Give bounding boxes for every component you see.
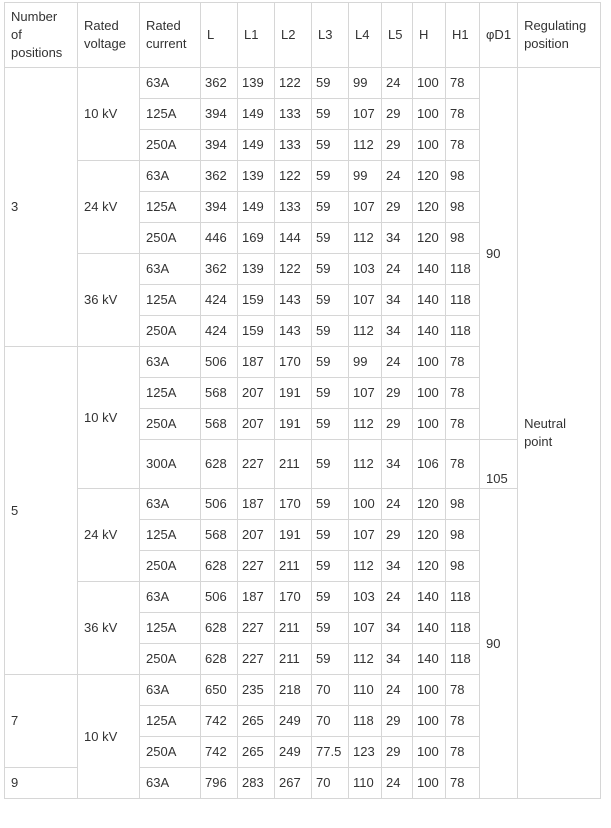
dim-L4-cell: 110	[349, 768, 382, 799]
dimensions-table	[4, 2, 601, 799]
dim-H-cell: 140	[413, 316, 446, 347]
header-L3: L3	[312, 3, 349, 68]
dim-L4-cell: 112	[349, 316, 382, 347]
dim-L-cell: 742	[201, 737, 238, 768]
dim-L5-cell: 34	[382, 440, 413, 489]
dim-L1-cell: 149	[238, 192, 275, 223]
header-L4: L4	[349, 3, 382, 68]
dim-H-cell: 100	[413, 768, 446, 799]
dim-L3-cell: 59	[312, 378, 349, 409]
dim-L3-cell: 59	[312, 192, 349, 223]
dim-L5-cell: 29	[382, 130, 413, 161]
dim-L4-cell: 112	[349, 409, 382, 440]
dim-H-cell: 100	[413, 737, 446, 768]
dim-L4-cell: 118	[349, 706, 382, 737]
dim-H-cell: 140	[413, 644, 446, 675]
current-cell: 250A	[140, 644, 201, 675]
dim-L3-cell: 59	[312, 99, 349, 130]
dim-L5-cell: 24	[382, 254, 413, 285]
dim-L1-cell: 159	[238, 285, 275, 316]
dim-L1-cell: 187	[238, 489, 275, 520]
dim-H1-cell: 78	[446, 99, 480, 130]
dim-L5-cell: 34	[382, 644, 413, 675]
current-cell: 63A	[140, 582, 201, 613]
dim-L3-cell: 59	[312, 613, 349, 644]
dim-L5-cell: 24	[382, 489, 413, 520]
dim-L-cell: 568	[201, 409, 238, 440]
current-cell: 125A	[140, 192, 201, 223]
dim-L1-cell: 139	[238, 161, 275, 192]
dim-L1-cell: 227	[238, 613, 275, 644]
dim-L-cell: 394	[201, 130, 238, 161]
dim-L3-cell: 77.5	[312, 737, 349, 768]
header-H: H	[413, 3, 446, 68]
dim-L3-cell: 59	[312, 520, 349, 551]
dim-L5-cell: 34	[382, 551, 413, 582]
dim-L5-cell: 24	[382, 68, 413, 99]
dim-L3-cell: 70	[312, 768, 349, 799]
dim-L1-cell: 265	[238, 706, 275, 737]
dim-L5-cell: 34	[382, 613, 413, 644]
dim-L4-cell: 99	[349, 161, 382, 192]
dim-L-cell: 742	[201, 706, 238, 737]
dim-L4-cell: 112	[349, 551, 382, 582]
current-cell: 250A	[140, 737, 201, 768]
table-row	[5, 68, 601, 99]
dim-H1-cell: 118	[446, 285, 480, 316]
dim-L4-cell: 107	[349, 285, 382, 316]
current-cell: 63A	[140, 489, 201, 520]
dim-L2-cell: 133	[275, 99, 312, 130]
dim-L-cell: 506	[201, 582, 238, 613]
dim-H-cell: 140	[413, 613, 446, 644]
dim-L3-cell: 59	[312, 285, 349, 316]
dim-H1-cell: 78	[446, 737, 480, 768]
dim-L2-cell: 170	[275, 582, 312, 613]
dim-H1-cell: 118	[446, 316, 480, 347]
dim-L3-cell: 59	[312, 161, 349, 192]
dim-L-cell: 628	[201, 644, 238, 675]
current-cell: 125A	[140, 706, 201, 737]
dim-L5-cell: 24	[382, 768, 413, 799]
dim-H1-cell: 118	[446, 613, 480, 644]
header-L1: L1	[238, 3, 275, 68]
dim-L3-cell: 59	[312, 347, 349, 378]
current-cell: 63A	[140, 161, 201, 192]
dim-H-cell: 120	[413, 551, 446, 582]
dim-L4-cell: 110	[349, 675, 382, 706]
dim-L1-cell: 227	[238, 440, 275, 489]
dim-L-cell: 628	[201, 551, 238, 582]
dim-L2-cell: 191	[275, 409, 312, 440]
dim-L-cell: 394	[201, 192, 238, 223]
dim-L-cell: 446	[201, 223, 238, 254]
header-H1: H1	[446, 3, 480, 68]
dim-L2-cell: 211	[275, 440, 312, 489]
dim-L-cell: 362	[201, 68, 238, 99]
positions-cell: 5	[5, 347, 78, 675]
phi-d1-cell: 90	[480, 489, 518, 799]
dim-L5-cell: 34	[382, 223, 413, 254]
dim-L3-cell: 70	[312, 675, 349, 706]
dim-L2-cell: 122	[275, 161, 312, 192]
dim-L1-cell: 227	[238, 644, 275, 675]
dim-L-cell: 796	[201, 768, 238, 799]
dim-L3-cell: 59	[312, 440, 349, 489]
dim-L4-cell: 107	[349, 520, 382, 551]
current-cell: 63A	[140, 768, 201, 799]
dim-L-cell: 362	[201, 161, 238, 192]
dim-H1-cell: 98	[446, 551, 480, 582]
dim-H-cell: 120	[413, 192, 446, 223]
dim-L1-cell: 139	[238, 254, 275, 285]
positions-cell: 9	[5, 768, 78, 799]
dim-L-cell: 362	[201, 254, 238, 285]
voltage-cell: 36 kV	[78, 582, 140, 675]
dim-L4-cell: 99	[349, 68, 382, 99]
dim-L2-cell: 249	[275, 737, 312, 768]
dim-H-cell: 120	[413, 489, 446, 520]
dim-L4-cell: 103	[349, 254, 382, 285]
dim-L4-cell: 112	[349, 223, 382, 254]
dim-L2-cell: 122	[275, 254, 312, 285]
dim-L1-cell: 149	[238, 130, 275, 161]
current-cell: 125A	[140, 99, 201, 130]
header-regulating: Regulating position	[518, 3, 601, 68]
voltage-cell: 10 kV	[78, 347, 140, 489]
dim-L4-cell: 107	[349, 378, 382, 409]
current-cell: 300A	[140, 440, 201, 489]
dim-H-cell: 106	[413, 440, 446, 489]
dim-L-cell: 650	[201, 675, 238, 706]
dim-L5-cell: 34	[382, 316, 413, 347]
current-cell: 125A	[140, 613, 201, 644]
dim-L2-cell: 249	[275, 706, 312, 737]
dim-H1-cell: 78	[446, 130, 480, 161]
dim-L-cell: 394	[201, 99, 238, 130]
current-cell: 125A	[140, 378, 201, 409]
dim-L2-cell: 211	[275, 613, 312, 644]
dim-L4-cell: 99	[349, 347, 382, 378]
dim-L2-cell: 133	[275, 192, 312, 223]
dim-L1-cell: 283	[238, 768, 275, 799]
dim-L2-cell: 218	[275, 675, 312, 706]
dim-L4-cell: 112	[349, 644, 382, 675]
dim-H1-cell: 118	[446, 254, 480, 285]
dim-L4-cell: 100	[349, 489, 382, 520]
phi-d1-cell: 105	[480, 440, 518, 489]
voltage-cell: 10 kV	[78, 675, 140, 799]
dim-L-cell: 628	[201, 613, 238, 644]
dim-L-cell: 506	[201, 489, 238, 520]
dim-L4-cell: 103	[349, 582, 382, 613]
voltage-cell: 36 kV	[78, 254, 140, 347]
dim-L1-cell: 265	[238, 737, 275, 768]
dim-L2-cell: 191	[275, 520, 312, 551]
dim-L3-cell: 59	[312, 254, 349, 285]
dim-L3-cell: 70	[312, 706, 349, 737]
dim-L2-cell: 143	[275, 316, 312, 347]
dim-H-cell: 120	[413, 223, 446, 254]
dim-L4-cell: 107	[349, 613, 382, 644]
dim-L5-cell: 29	[382, 520, 413, 551]
dim-L1-cell: 187	[238, 582, 275, 613]
dim-H1-cell: 118	[446, 582, 480, 613]
dim-L3-cell: 59	[312, 223, 349, 254]
dim-H-cell: 100	[413, 347, 446, 378]
table-body	[5, 68, 601, 799]
dim-L4-cell: 107	[349, 192, 382, 223]
dim-H1-cell: 98	[446, 223, 480, 254]
dim-L5-cell: 24	[382, 675, 413, 706]
dim-L-cell: 568	[201, 520, 238, 551]
dim-H1-cell: 78	[446, 706, 480, 737]
dim-H-cell: 140	[413, 285, 446, 316]
current-cell: 63A	[140, 347, 201, 378]
dim-L-cell: 424	[201, 285, 238, 316]
dim-L-cell: 506	[201, 347, 238, 378]
dim-L5-cell: 34	[382, 285, 413, 316]
dim-L2-cell: 122	[275, 68, 312, 99]
dim-H1-cell: 98	[446, 489, 480, 520]
current-cell: 250A	[140, 223, 201, 254]
positions-cell: 3	[5, 68, 78, 347]
dim-L2-cell: 211	[275, 644, 312, 675]
dim-H-cell: 100	[413, 706, 446, 737]
dim-L1-cell: 187	[238, 347, 275, 378]
dim-L1-cell: 207	[238, 378, 275, 409]
table-row	[5, 489, 601, 520]
dim-L1-cell: 159	[238, 316, 275, 347]
dim-L1-cell: 207	[238, 409, 275, 440]
dim-L1-cell: 207	[238, 520, 275, 551]
dim-H-cell: 100	[413, 130, 446, 161]
dim-L3-cell: 59	[312, 644, 349, 675]
dim-H-cell: 100	[413, 99, 446, 130]
dim-L2-cell: 143	[275, 285, 312, 316]
dim-L4-cell: 112	[349, 130, 382, 161]
dim-L2-cell: 211	[275, 551, 312, 582]
dim-L-cell: 568	[201, 378, 238, 409]
dim-H-cell: 140	[413, 254, 446, 285]
dim-H1-cell: 78	[446, 347, 480, 378]
dim-L3-cell: 59	[312, 316, 349, 347]
dim-L-cell: 424	[201, 316, 238, 347]
dim-L1-cell: 139	[238, 68, 275, 99]
voltage-cell: 10 kV	[78, 68, 140, 161]
header-L: L	[201, 3, 238, 68]
dim-H1-cell: 98	[446, 161, 480, 192]
header-voltage: Rated voltage	[78, 3, 140, 68]
voltage-cell: 24 kV	[78, 161, 140, 254]
header-positions: Number of positions	[5, 3, 78, 68]
header-L5: L5	[382, 3, 413, 68]
dim-L5-cell: 29	[382, 378, 413, 409]
current-cell: 125A	[140, 285, 201, 316]
header-row	[5, 3, 601, 68]
dim-L-cell: 628	[201, 440, 238, 489]
dim-L3-cell: 59	[312, 489, 349, 520]
dim-H-cell: 100	[413, 409, 446, 440]
dim-L1-cell: 227	[238, 551, 275, 582]
current-cell: 63A	[140, 675, 201, 706]
dim-L5-cell: 24	[382, 347, 413, 378]
dim-H1-cell: 78	[446, 675, 480, 706]
dim-L5-cell: 29	[382, 706, 413, 737]
header-phiD1: φD1	[480, 3, 518, 68]
dim-L4-cell: 123	[349, 737, 382, 768]
dim-L3-cell: 59	[312, 582, 349, 613]
dim-L5-cell: 29	[382, 192, 413, 223]
dim-H-cell: 100	[413, 675, 446, 706]
dim-L5-cell: 29	[382, 409, 413, 440]
dim-L3-cell: 59	[312, 130, 349, 161]
dim-L1-cell: 169	[238, 223, 275, 254]
regulating-cell: Neutral point	[518, 68, 601, 799]
dim-L3-cell: 59	[312, 551, 349, 582]
dim-L5-cell: 29	[382, 737, 413, 768]
current-cell: 250A	[140, 551, 201, 582]
dim-L2-cell: 144	[275, 223, 312, 254]
dim-L3-cell: 59	[312, 409, 349, 440]
current-cell: 250A	[140, 316, 201, 347]
dim-H1-cell: 78	[446, 68, 480, 99]
dim-L4-cell: 112	[349, 440, 382, 489]
dim-H1-cell: 78	[446, 378, 480, 409]
dim-L1-cell: 149	[238, 99, 275, 130]
dim-L2-cell: 170	[275, 489, 312, 520]
dim-L2-cell: 170	[275, 347, 312, 378]
dim-H1-cell: 78	[446, 768, 480, 799]
current-cell: 125A	[140, 520, 201, 551]
dim-L2-cell: 191	[275, 378, 312, 409]
header-current: Rated current	[140, 3, 201, 68]
dim-L1-cell: 235	[238, 675, 275, 706]
dim-H-cell: 140	[413, 582, 446, 613]
dim-H-cell: 120	[413, 520, 446, 551]
current-cell: 63A	[140, 68, 201, 99]
current-cell: 250A	[140, 409, 201, 440]
dim-H1-cell: 118	[446, 644, 480, 675]
phi-d1-cell: 90	[480, 68, 518, 440]
dim-H1-cell: 98	[446, 192, 480, 223]
dim-L5-cell: 24	[382, 161, 413, 192]
dim-H1-cell: 78	[446, 409, 480, 440]
dim-L2-cell: 267	[275, 768, 312, 799]
dim-H1-cell: 98	[446, 520, 480, 551]
dim-L3-cell: 59	[312, 68, 349, 99]
voltage-cell: 24 kV	[78, 489, 140, 582]
positions-cell: 7	[5, 675, 78, 768]
dim-L2-cell: 133	[275, 130, 312, 161]
dim-H-cell: 100	[413, 68, 446, 99]
dim-H-cell: 100	[413, 378, 446, 409]
current-cell: 63A	[140, 254, 201, 285]
dim-L4-cell: 107	[349, 99, 382, 130]
dim-H1-cell: 78	[446, 440, 480, 489]
dim-H-cell: 120	[413, 161, 446, 192]
header-L2: L2	[275, 3, 312, 68]
current-cell: 250A	[140, 130, 201, 161]
dim-L5-cell: 24	[382, 582, 413, 613]
dim-L5-cell: 29	[382, 99, 413, 130]
